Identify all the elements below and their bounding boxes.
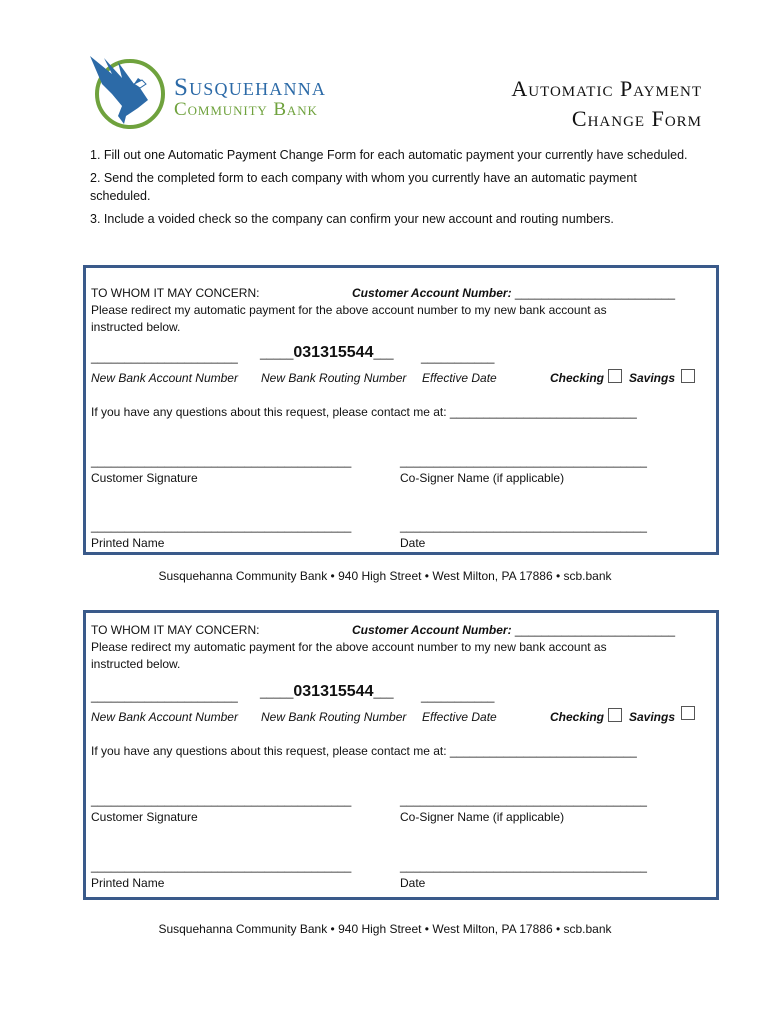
footer-address: Susquehanna Community Bank • 940 High Street • West Milton, PA 17886 • scb.bank	[158, 922, 612, 936]
customer-account-field[interactable]	[352, 623, 675, 637]
to-whom-label: TO WHOM IT MAY CONCERN:	[91, 286, 260, 300]
footer-address: Susquehanna Community Bank • 940 High Street • West Milton, PA 17886 • scb.bank	[158, 569, 612, 583]
questions-contact-field[interactable]: If you have any questions about this request, please contact me at: ____________________________	[91, 405, 637, 419]
effective-date-blank[interactable]: ___________	[421, 350, 495, 364]
date-label: Date	[400, 876, 426, 890]
redirect-text-2: instructed below.	[91, 320, 181, 334]
payment-change-form-2	[83, 610, 719, 900]
routing-suffix: ___	[373, 685, 394, 699]
date-blank[interactable]: _____________________________________	[400, 519, 647, 533]
customer-account-label: Customer Account Number:	[352, 623, 512, 637]
cosigner-label: Co-Signer Name (if applicable)	[400, 810, 565, 824]
savings-label: Savings	[629, 710, 676, 724]
redirect-text-1: Please redirect my automatic payment for the above account number to my new bank account as	[91, 640, 607, 654]
new-account-label: New Bank Account Number	[91, 710, 238, 724]
page-title	[511, 74, 702, 134]
new-account-blank[interactable]: ______________________	[91, 689, 238, 703]
routing-number-value: 031315544	[293, 344, 374, 361]
routing-number-field[interactable]	[260, 344, 394, 362]
printed-name-blank[interactable]: _______________________________________	[91, 519, 352, 533]
customer-signature-label: Customer Signature	[91, 471, 198, 485]
checking-label: Checking	[550, 371, 605, 385]
routing-label: New Bank Routing Number	[261, 710, 407, 724]
customer-account-blank: ________________________	[514, 286, 676, 300]
to-whom-label: TO WHOM IT MAY CONCERN:	[91, 623, 260, 637]
instruction-item: 3. Include a voided check so the company can confirm your new account and routing numbers.	[90, 212, 614, 226]
logo-bank-subname: Community Bank	[174, 99, 318, 120]
effective-date-label: Effective Date	[422, 371, 497, 385]
customer-account-field[interactable]	[352, 286, 675, 300]
title-line-2: Change Form	[571, 106, 702, 131]
routing-prefix: _____	[260, 685, 294, 699]
effective-date-blank[interactable]: ___________	[421, 689, 495, 703]
printed-name-blank[interactable]: _______________________________________	[91, 859, 352, 873]
checking-label: Checking	[550, 710, 605, 724]
title-line-1: Automatic Payment	[511, 76, 702, 101]
routing-number-field[interactable]	[260, 683, 394, 701]
redirect-text-1: Please redirect my automatic payment for the above account number to my new bank account as	[91, 303, 607, 317]
routing-suffix: ___	[373, 346, 394, 360]
logo-bank-name: Susquehanna	[174, 74, 327, 101]
customer-signature-blank[interactable]: _______________________________________	[91, 454, 352, 468]
redirect-text-2: instructed below.	[91, 657, 181, 671]
savings-label: Savings	[629, 371, 676, 385]
routing-label: New Bank Routing Number	[261, 371, 407, 385]
instruction-item: 1. Fill out one Automatic Payment Change Form for each automatic payment your currently have scheduled.	[90, 148, 688, 162]
checking-checkbox[interactable]	[608, 708, 622, 722]
customer-account-blank: ________________________	[514, 623, 676, 637]
payment-change-form-1	[83, 265, 719, 555]
instruction-item: 2. Send the completed form to each company with whom you currently have an automatic payment scheduled.	[90, 171, 637, 203]
savings-checkbox[interactable]	[681, 369, 695, 383]
date-label: Date	[400, 536, 426, 550]
cosigner-blank[interactable]: _____________________________________	[400, 454, 647, 468]
customer-signature-label: Customer Signature	[91, 810, 198, 824]
checking-checkbox[interactable]	[608, 369, 622, 383]
questions-contact-field[interactable]: If you have any questions about this request, please contact me at: ____________________________	[91, 744, 637, 758]
printed-name-label: Printed Name	[91, 876, 165, 890]
printed-name-label: Printed Name	[91, 536, 165, 550]
customer-signature-blank[interactable]: _______________________________________	[91, 793, 352, 807]
instructions-list	[90, 146, 690, 233]
eagle-logo-icon	[82, 50, 172, 132]
bank-logo	[82, 50, 382, 132]
cosigner-blank[interactable]: _____________________________________	[400, 793, 647, 807]
cosigner-label: Co-Signer Name (if applicable)	[400, 471, 565, 485]
customer-account-label: Customer Account Number:	[352, 286, 512, 300]
routing-number-value: 031315544	[293, 683, 374, 700]
routing-prefix: _____	[260, 346, 294, 360]
new-account-label: New Bank Account Number	[91, 371, 238, 385]
effective-date-label: Effective Date	[422, 710, 497, 724]
new-account-blank[interactable]: ______________________	[91, 350, 238, 364]
date-blank[interactable]: _____________________________________	[400, 859, 647, 873]
savings-checkbox[interactable]	[681, 706, 695, 720]
